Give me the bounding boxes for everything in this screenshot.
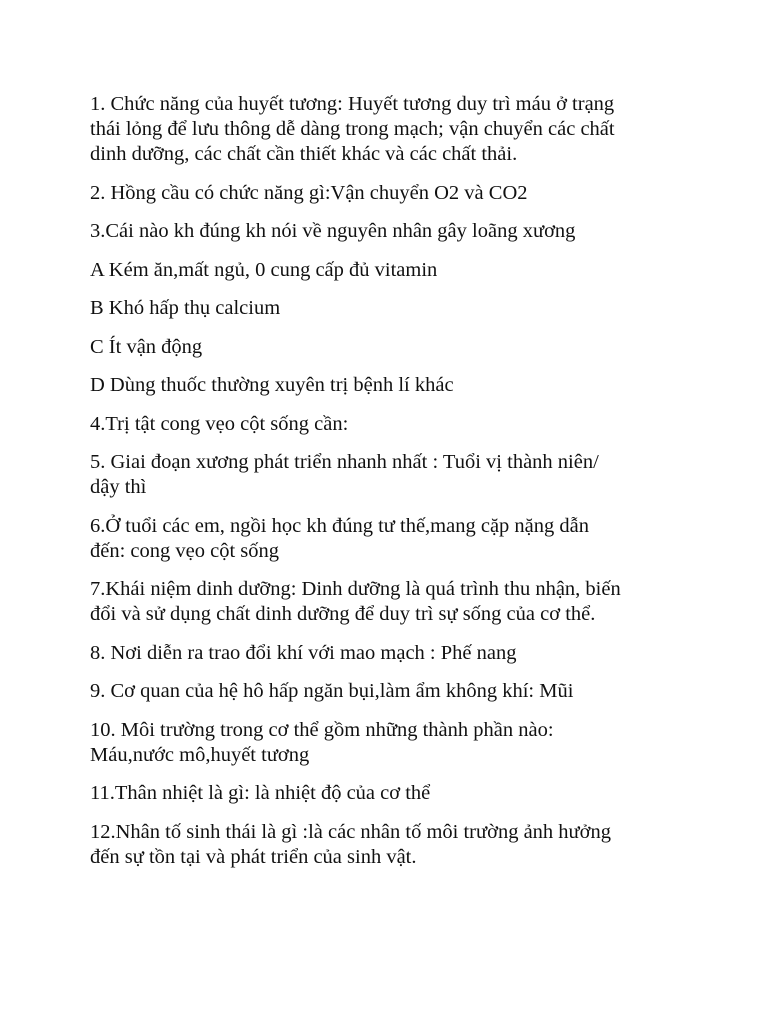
paragraph-5 bbox=[90, 450, 688, 500]
paragraph-line: B Khó hấp thụ calcium bbox=[90, 297, 281, 319]
paragraph-10 bbox=[90, 718, 688, 768]
paragraph-7 bbox=[90, 577, 688, 627]
document-body bbox=[90, 92, 688, 870]
paragraph-line: A Kém ăn,mất ngủ, 0 cung cấp đủ vitamin bbox=[90, 258, 438, 281]
paragraph-line: dinh dưỡng, các chất cần thiết khác và các chất thải. bbox=[90, 143, 518, 165]
paragraph-line: 12.Nhân tố sinh thái là gì :là các nhân tố môi trường ảnh hưởng bbox=[90, 820, 611, 843]
paragraph-line: 9. Cơ quan của hệ hô hấp ngăn bụi,làm ẩm không khí: Mũi bbox=[90, 680, 574, 702]
paragraph-12 bbox=[90, 820, 688, 870]
option-a bbox=[90, 258, 688, 283]
paragraph-line: 7.Khái niệm dinh dưỡng: Dinh dưỡng là quá trình thu nhận, biến bbox=[90, 578, 621, 600]
paragraph-9 bbox=[90, 679, 688, 704]
paragraph-2 bbox=[90, 181, 688, 206]
paragraph-line: dậy thì bbox=[90, 476, 147, 498]
paragraph-line: 4.Trị tật cong vẹo cột sống cần: bbox=[90, 412, 349, 435]
paragraph-8 bbox=[90, 641, 688, 666]
option-d bbox=[90, 373, 688, 398]
paragraph-line: đổi và sử dụng chất dinh dưỡng để duy trì sự sống của cơ thể. bbox=[90, 603, 596, 625]
paragraph-1 bbox=[90, 92, 688, 167]
paragraph-line: D Dùng thuốc thường xuyên trị bệnh lí khác bbox=[90, 374, 454, 396]
paragraph-line: 11.Thân nhiệt là gì: là nhiệt độ của cơ thể bbox=[90, 782, 431, 804]
paragraph-3 bbox=[90, 219, 688, 244]
paragraph-line: đến: cong vẹo cột sống bbox=[90, 539, 280, 562]
paragraph-line: 8. Nơi diễn ra trao đổi khí với mao mạch : Phế nang bbox=[90, 641, 517, 664]
paragraph-line: đến sự tồn tại và phát triển của sinh vật. bbox=[90, 845, 417, 868]
paragraph-6 bbox=[90, 514, 688, 564]
paragraph-line: 6.Ở tuổi các em, ngồi học kh đúng tư thế,mang cặp nặng dẫn bbox=[90, 514, 589, 537]
paragraph-line: C Ít vận động bbox=[90, 335, 203, 358]
paragraph-line: 1. Chức năng của huyết tương: Huyết tương duy trì máu ở trạng bbox=[90, 93, 615, 115]
paragraph-line: 3.Cái nào kh đúng kh nói về nguyên nhân gây loãng xương bbox=[90, 220, 576, 242]
paragraph-line: Máu,nước mô,huyết tương bbox=[90, 743, 310, 766]
paragraph-line: 2. Hồng cầu có chức năng gì:Vận chuyển O2 và CO2 bbox=[90, 181, 528, 204]
option-b bbox=[90, 296, 688, 321]
paragraph-line: 5. Giai đoạn xương phát triển nhanh nhất : Tuổi vị thành niên/ bbox=[90, 451, 599, 473]
option-c bbox=[90, 335, 688, 360]
paragraph-line: thái lỏng để lưu thông dễ dàng trong mạch; vận chuyển các chất bbox=[90, 118, 615, 140]
paragraph-11 bbox=[90, 781, 688, 806]
paragraph-4 bbox=[90, 412, 688, 437]
paragraph-line: 10. Môi trường trong cơ thể gồm những thành phần nào: bbox=[90, 718, 554, 741]
